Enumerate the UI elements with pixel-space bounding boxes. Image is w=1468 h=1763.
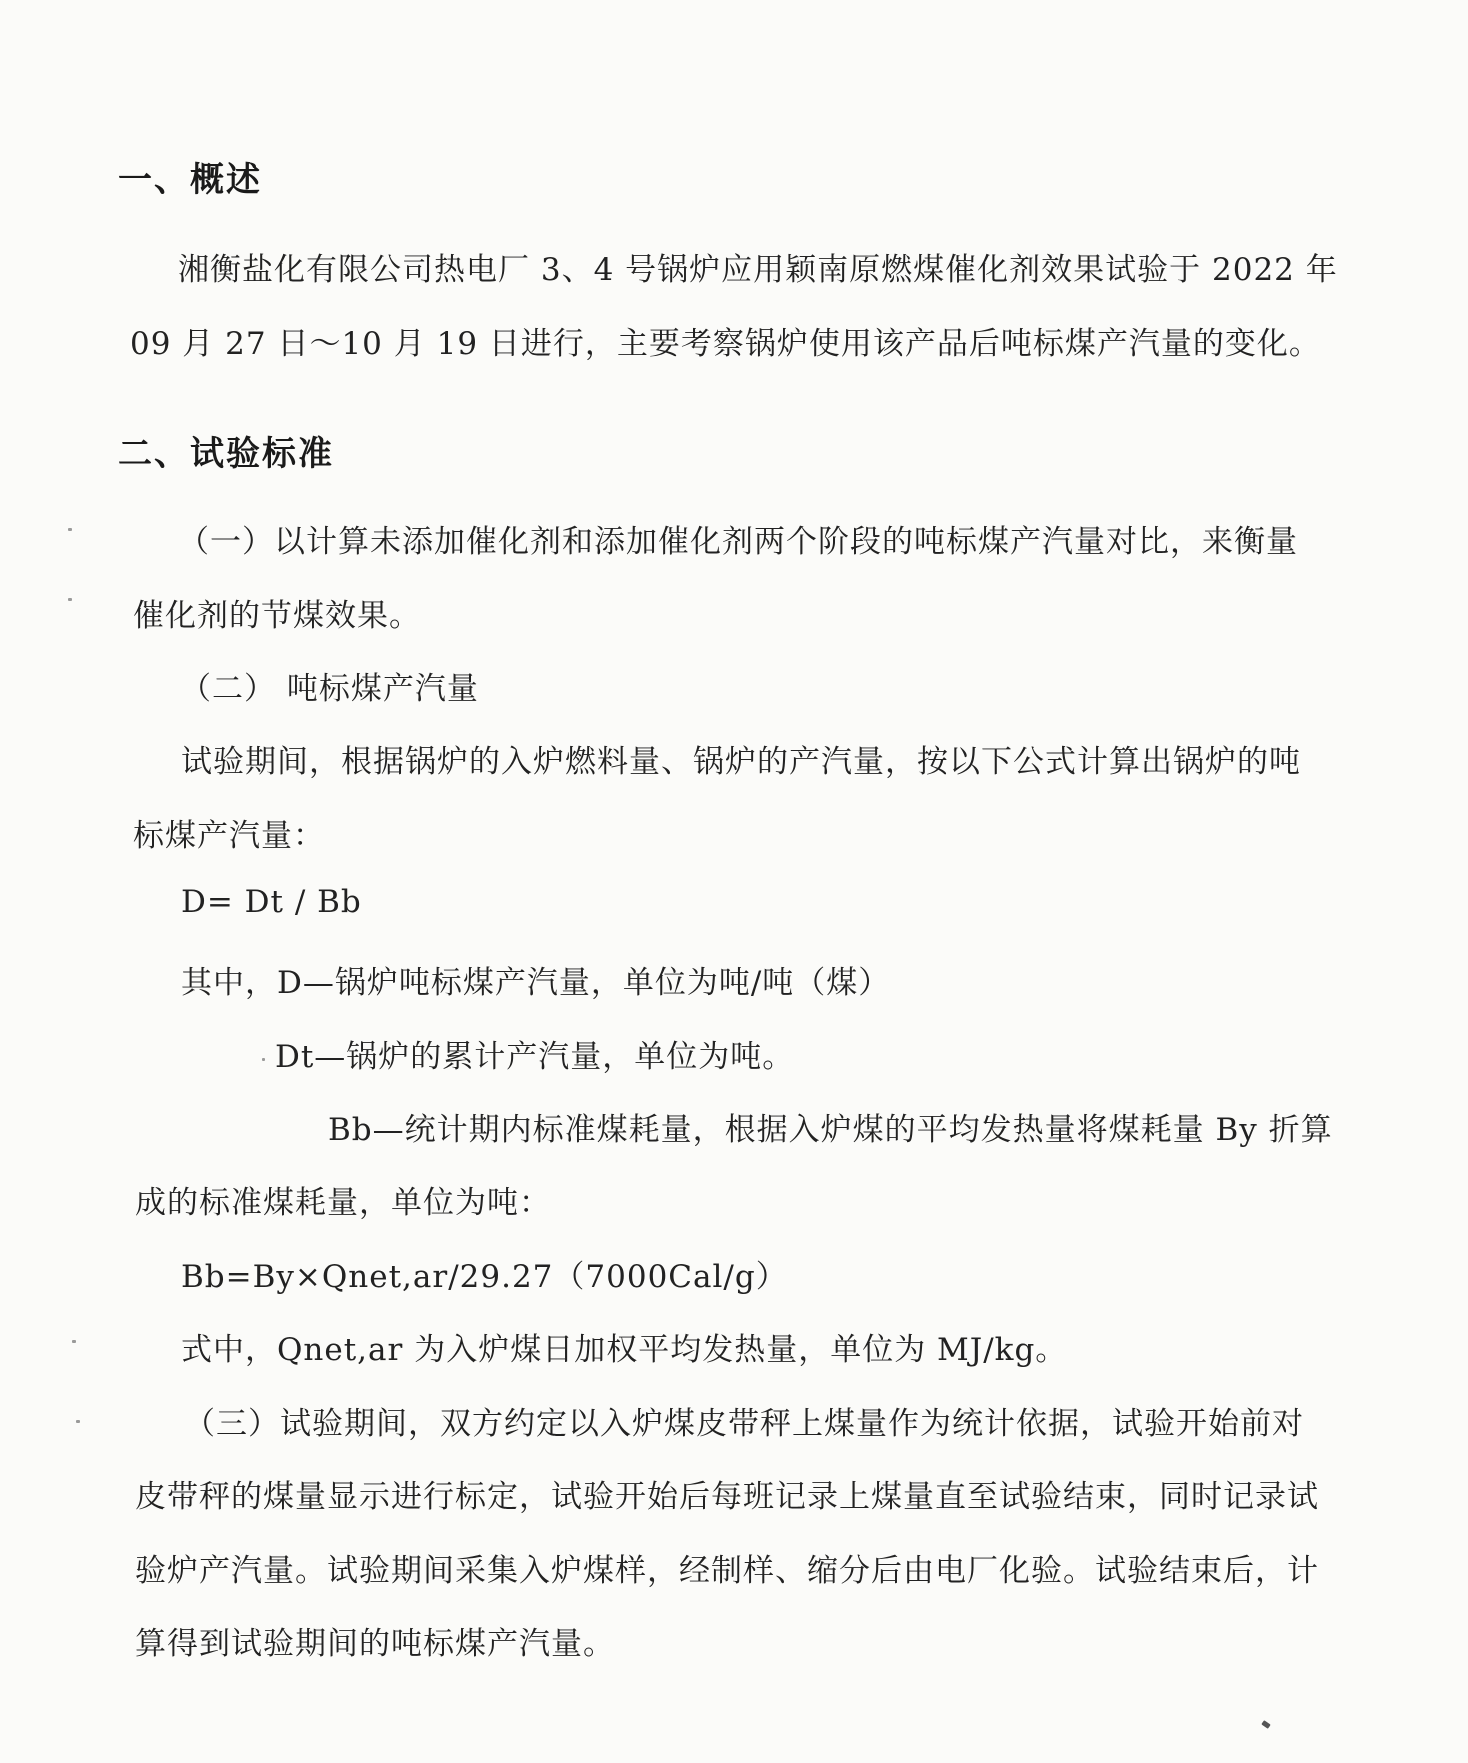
item1-line-1: （一）以计算未添加催化剂和添加催化剂两个阶段的吨标煤产汽量对比，来衡量 xyxy=(178,524,1298,560)
formula-d: D= Dt / Bb xyxy=(181,884,362,920)
section-heading-standard: 二、试验标准 xyxy=(118,434,334,474)
definition-bb-line-1: Bb—统计期内标准煤耗量，根据入炉煤的平均发热量将煤耗量 By 折算 xyxy=(328,1112,1333,1148)
definition-bb-line-2: 成的标准煤耗量，单位为吨： xyxy=(135,1185,551,1221)
definition-qnet: 式中，Qnet,ar 为入炉煤日加权平均发热量，单位为 MJ/kg。 xyxy=(181,1332,1068,1368)
item1-line-2: 催化剂的节煤效果。 xyxy=(133,598,421,634)
item3-line-2: 皮带秤的煤量显示进行标定，试验开始后每班记录上煤量直至试验结束，同时记录试 xyxy=(135,1479,1319,1515)
definition-dt: Dt—锅炉的累计产汽量，单位为吨。 xyxy=(275,1039,795,1075)
item3-line-4: 算得到试验期间的吨标煤产汽量。 xyxy=(135,1626,615,1662)
scan-speck xyxy=(68,598,72,601)
overview-line-2: 09 月 27 日～10 月 19 日进行，主要考察锅炉使用该产品后吨标煤产汽量的变化。 xyxy=(130,326,1321,362)
item2-line-1: 试验期间，根据锅炉的入炉燃料量、锅炉的产汽量，按以下公式计算出锅炉的吨 xyxy=(181,744,1301,780)
formula-bb: Bb=By×Qnet,ar/29.27（7000Cal/g） xyxy=(181,1259,788,1295)
item2-line-2: 标煤产汽量： xyxy=(133,818,325,854)
scan-speck xyxy=(76,1420,80,1423)
item2-title: （二） 吨标煤产汽量 xyxy=(180,671,479,707)
overview-line-1: 湘衡盐化有限公司热电厂 3、4 号锅炉应用颖南原燃煤催化剂效果试验于 2022 年 xyxy=(178,252,1338,288)
scan-speck xyxy=(72,1340,76,1343)
scan-speck xyxy=(68,528,72,531)
item3-line-1: （三）试验期间，双方约定以入炉煤皮带秤上煤量作为统计依据，试验开始前对 xyxy=(184,1406,1304,1442)
scan-speck xyxy=(1261,1720,1270,1729)
section-heading-overview: 一、概述 xyxy=(118,160,262,200)
item3-line-3: 验炉产汽量。试验期间采集入炉煤样，经制样、缩分后由电厂化验。试验结束后，计 xyxy=(135,1553,1319,1589)
scan-speck xyxy=(262,1058,265,1061)
definition-d: 其中，D—锅炉吨标煤产汽量，单位为吨/吨（煤） xyxy=(181,965,891,1001)
